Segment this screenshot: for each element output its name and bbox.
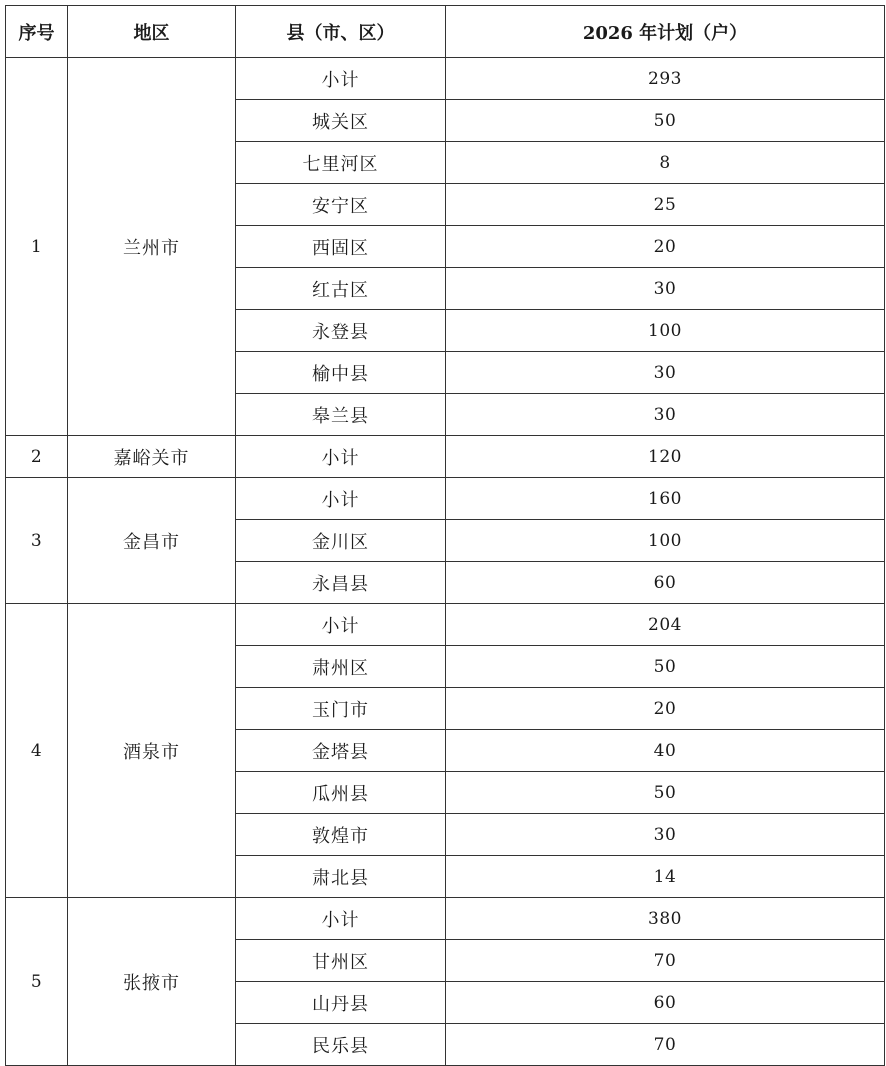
table-row — [6, 898, 885, 940]
county-cell: 肃北县 — [236, 856, 446, 898]
county-cell: 民乐县 — [236, 1024, 446, 1066]
header-county: 县（市、区） — [236, 6, 446, 58]
county-cell: 甘州区 — [236, 940, 446, 982]
county-cell: 金川区 — [236, 520, 446, 562]
table-row — [6, 478, 885, 520]
plan-cell: 160 — [446, 478, 885, 520]
header-plan: 2026 年计划（户） — [446, 6, 885, 58]
county-cell: 城关区 — [236, 100, 446, 142]
plan-cell: 100 — [446, 520, 885, 562]
region-cell: 张掖市 — [68, 898, 236, 1066]
county-cell: 瓜州县 — [236, 772, 446, 814]
plan-cell: 30 — [446, 352, 885, 394]
county-cell: 永昌县 — [236, 562, 446, 604]
plan-cell: 40 — [446, 730, 885, 772]
plan-table — [5, 5, 885, 1066]
plan-cell: 70 — [446, 940, 885, 982]
plan-cell: 14 — [446, 856, 885, 898]
plan-cell: 50 — [446, 100, 885, 142]
header-index: 序号 — [6, 6, 68, 58]
group-index-cell: 5 — [6, 898, 68, 1066]
county-cell: 小计 — [236, 898, 446, 940]
plan-cell: 25 — [446, 184, 885, 226]
plan-cell: 70 — [446, 1024, 885, 1066]
plan-cell: 50 — [446, 772, 885, 814]
region-cell: 嘉峪关市 — [68, 436, 236, 478]
county-cell: 玉门市 — [236, 688, 446, 730]
plan-cell: 30 — [446, 394, 885, 436]
plan-cell: 204 — [446, 604, 885, 646]
table-row — [6, 436, 885, 478]
plan-cell: 60 — [446, 562, 885, 604]
table-row — [6, 604, 885, 646]
county-cell: 安宁区 — [236, 184, 446, 226]
county-cell: 金塔县 — [236, 730, 446, 772]
plan-cell: 20 — [446, 688, 885, 730]
county-cell: 永登县 — [236, 310, 446, 352]
county-cell: 山丹县 — [236, 982, 446, 1024]
county-cell: 西固区 — [236, 226, 446, 268]
plan-cell: 293 — [446, 58, 885, 100]
plan-cell: 30 — [446, 268, 885, 310]
header-region: 地区 — [68, 6, 236, 58]
group-index-cell: 2 — [6, 436, 68, 478]
county-cell: 小计 — [236, 58, 446, 100]
county-cell: 小计 — [236, 436, 446, 478]
group-index-cell: 1 — [6, 58, 68, 436]
region-cell: 酒泉市 — [68, 604, 236, 898]
table-row — [6, 58, 885, 100]
header-row — [6, 6, 885, 58]
plan-cell: 8 — [446, 142, 885, 184]
plan-cell: 60 — [446, 982, 885, 1024]
plan-cell: 50 — [446, 646, 885, 688]
plan-cell: 120 — [446, 436, 885, 478]
region-cell: 金昌市 — [68, 478, 236, 604]
region-cell: 兰州市 — [68, 58, 236, 436]
county-cell: 敦煌市 — [236, 814, 446, 856]
county-cell: 七里河区 — [236, 142, 446, 184]
plan-cell: 100 — [446, 310, 885, 352]
county-cell: 皋兰县 — [236, 394, 446, 436]
county-cell: 小计 — [236, 604, 446, 646]
county-cell: 肃州区 — [236, 646, 446, 688]
county-cell: 红古区 — [236, 268, 446, 310]
plan-cell: 20 — [446, 226, 885, 268]
county-cell: 榆中县 — [236, 352, 446, 394]
plan-cell: 30 — [446, 814, 885, 856]
county-cell: 小计 — [236, 478, 446, 520]
plan-cell: 380 — [446, 898, 885, 940]
group-index-cell: 3 — [6, 478, 68, 604]
table-header — [6, 6, 885, 58]
table-body — [6, 58, 885, 1066]
group-index-cell: 4 — [6, 604, 68, 898]
